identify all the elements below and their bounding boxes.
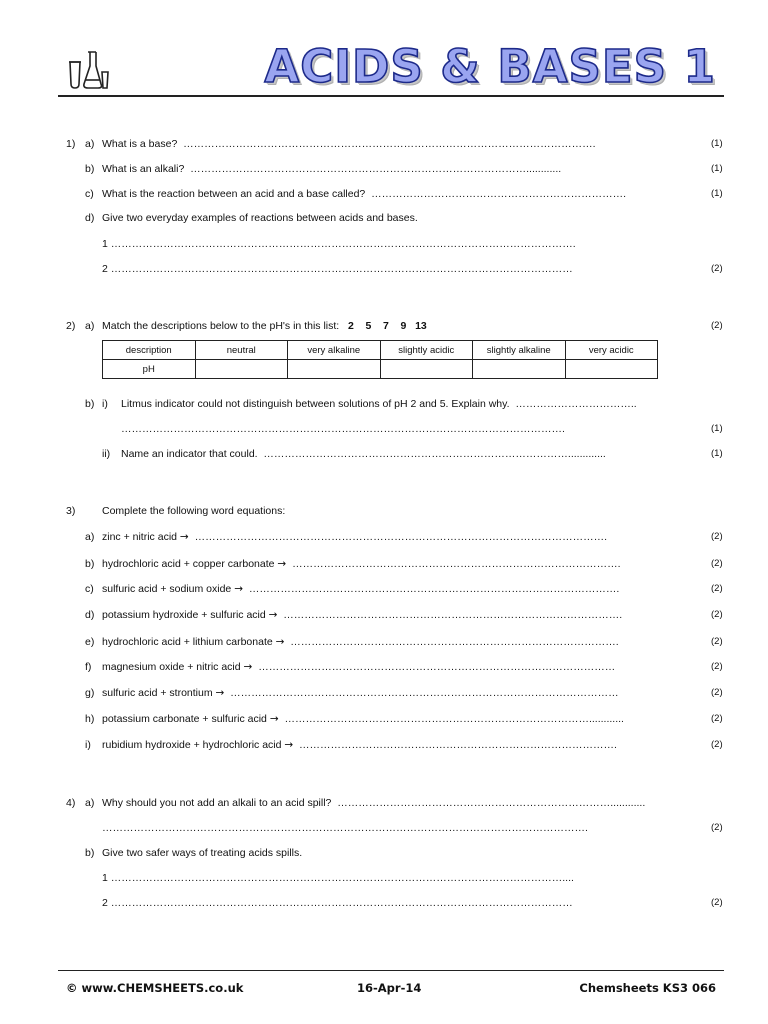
arrow-icon: → xyxy=(275,636,285,648)
marks: (1) xyxy=(711,448,723,459)
arrow-icon: → xyxy=(179,531,189,543)
equation-item xyxy=(0,739,768,753)
marks: (2) xyxy=(711,739,723,750)
table-cell: very acidic xyxy=(565,341,658,360)
question-text: Complete the following word equations: xyxy=(102,505,286,517)
answer-line[interactable]: ………………………………………………………………………………………… xyxy=(258,661,616,673)
answer-line[interactable]: …………………………………………………………………………………. xyxy=(290,636,619,648)
question-text: Give two everyday examples of reactions between acids and bases. xyxy=(102,212,418,224)
equation-item xyxy=(0,713,768,727)
arrow-icon: → xyxy=(277,558,287,570)
equation-item xyxy=(0,636,768,650)
answer-line xyxy=(0,822,768,836)
answer-line-2: 2 …………………………………………………………………………………………………………………… xyxy=(102,263,573,275)
marks: (1) xyxy=(711,138,723,149)
marks: (1) xyxy=(711,423,723,434)
marks: (1) xyxy=(711,163,723,174)
arrow-icon: → xyxy=(234,583,244,595)
equation-text: sulfuric acid + sodium oxide → ……………………………………………………………………………………………. xyxy=(102,583,620,595)
footer-divider xyxy=(58,970,724,971)
question-1c xyxy=(0,188,768,202)
equation-item xyxy=(0,583,768,597)
lab-glassware-icon xyxy=(66,46,112,92)
answer-line-1: 1 ………………………………………………………………………………………………………………….... xyxy=(102,872,574,884)
answer-line[interactable]: ……………………………………………………………………………………………. xyxy=(248,583,620,595)
part-label: d) xyxy=(85,212,95,224)
question-text: Name an indicator that could. ……………………………………………………………………………............. xyxy=(121,448,606,460)
table-cell: very alkaline xyxy=(288,341,381,360)
equation-text: rubidium hydroxide + hydrochloric acid → ………………………………………………………………………………. xyxy=(102,739,617,751)
arrow-icon: → xyxy=(243,661,253,673)
footer-reference: Chemsheets KS3 066 xyxy=(579,981,716,995)
marks: (2) xyxy=(711,713,723,724)
subpart-label: ii) xyxy=(102,448,111,460)
answer-line xyxy=(0,238,768,252)
part-label: c) xyxy=(85,583,94,595)
arrow-icon: → xyxy=(284,739,294,751)
marks: (2) xyxy=(711,320,723,331)
equation-text: potassium carbonate + sulfuric acid → ……………………………………………………………………………............ xyxy=(102,713,624,725)
equation-text: magnesium oxide + nitric acid → ………………………………………………………………………………………… xyxy=(102,661,616,673)
part-label: a) xyxy=(85,138,95,150)
footer-date: 16-Apr-14 xyxy=(357,981,422,995)
question-number: 1) xyxy=(66,138,76,150)
equation-text: zinc + nitric acid → ………………………………………………………………………………………………………. xyxy=(102,531,607,543)
footer-website: © www.CHEMSHEETS.co.uk xyxy=(66,981,244,995)
answer-line xyxy=(0,263,768,277)
question-number: 4) xyxy=(66,797,76,809)
answer-line[interactable]: ……………………………………………………………………………………. xyxy=(283,609,623,621)
marks: (2) xyxy=(711,263,723,274)
question-2a xyxy=(0,320,768,334)
equation-text: hydrochloric acid + copper carbonate → …………………………………………………………………………………. xyxy=(102,558,621,570)
question-2bi xyxy=(0,398,768,412)
part-label: a) xyxy=(85,797,95,809)
answer-line[interactable]: ……………………………………………………………………………............ xyxy=(284,713,624,725)
answer-cell[interactable] xyxy=(288,360,381,379)
table-cell: neutral xyxy=(195,341,288,360)
ph-list: 2 5 7 9 13 xyxy=(347,320,427,332)
question-1d xyxy=(0,212,768,226)
marks: (2) xyxy=(711,583,723,594)
equation-item xyxy=(0,609,768,623)
arrow-icon: → xyxy=(269,713,279,725)
part-label: e) xyxy=(85,636,95,648)
subpart-label: i) xyxy=(102,398,108,410)
question-1a xyxy=(0,138,768,152)
question-1b xyxy=(0,163,768,177)
ph-matching-table xyxy=(102,340,658,379)
table-cell: description xyxy=(103,341,196,360)
page-title: ACIDS & BASES 1 xyxy=(264,40,716,93)
part-label: c) xyxy=(85,188,94,200)
part-label: b) xyxy=(85,163,95,175)
marks: (2) xyxy=(711,558,723,569)
answer-line-2: 2 …………………………………………………………………………………………………………………… xyxy=(102,897,573,909)
question-3 xyxy=(0,505,768,519)
answer-line xyxy=(0,423,768,437)
question-4a xyxy=(0,797,768,811)
answer-line[interactable]: ………………………………………………………………………………. xyxy=(299,739,617,751)
table-cell: slightly alkaline xyxy=(473,341,566,360)
answer-cell[interactable] xyxy=(473,360,566,379)
question-text: Why should you not add an alkali to an acid spill? ……………………………………………………………………............ xyxy=(102,797,646,809)
question-text: Litmus indicator could not distinguish between solutions of pH 2 and 5. Explain why. …………………………….. xyxy=(121,398,637,410)
arrow-icon: → xyxy=(215,687,225,699)
part-label: a) xyxy=(85,531,95,543)
part-label: b) xyxy=(85,398,95,410)
part-label: b) xyxy=(85,558,95,570)
part-label: g) xyxy=(85,687,95,699)
table-cell: slightly acidic xyxy=(380,341,473,360)
marks: (2) xyxy=(711,897,723,908)
marks: (2) xyxy=(711,822,723,833)
equation-text: sulfuric acid + strontium → ………………………………………………………………………………………………… xyxy=(102,687,619,699)
equation-item xyxy=(0,558,768,572)
question-text: Match the descriptions below to the pH's in this list: 2 5 7 9 13 xyxy=(102,320,427,332)
answer-line xyxy=(0,872,768,886)
table-row xyxy=(103,360,658,379)
part-label: h) xyxy=(85,713,95,725)
question-text: What is an alkali? ……………………………………………………………………………………............ xyxy=(102,163,562,175)
table-cell: pH xyxy=(103,360,196,379)
marks: (2) xyxy=(711,609,723,620)
marks: (2) xyxy=(711,661,723,672)
answer-cell[interactable] xyxy=(565,360,658,379)
part-label: d) xyxy=(85,609,95,621)
equation-text: hydrochloric acid + lithium carbonate → …………………………………………………………………………………. xyxy=(102,636,619,648)
part-label: b) xyxy=(85,847,95,859)
question-text: What is a base? ………………………………………………………………………………………………………. xyxy=(102,138,596,150)
question-number: 2) xyxy=(66,320,76,332)
marks: (2) xyxy=(711,687,723,698)
answer-line: ………………………………………………………………………………………………………………. xyxy=(121,423,565,435)
question-2bii xyxy=(0,448,768,462)
part-label: i) xyxy=(85,739,91,751)
equation-item xyxy=(0,687,768,701)
answer-cell[interactable] xyxy=(195,360,288,379)
arrow-icon: → xyxy=(268,609,278,621)
answer-line[interactable]: ………………………………………………………………………………………………………. xyxy=(194,531,607,543)
table-row xyxy=(103,341,658,360)
answer-line-1: 1 ……………………………………………………………………………………………………………………. xyxy=(102,238,576,250)
equation-item xyxy=(0,531,768,545)
question-text: Give two safer ways of treating acids spills. xyxy=(102,847,303,859)
question-text: What is the reaction between an acid and a base called? ………………………………………………………………. xyxy=(102,188,627,200)
question-number: 3) xyxy=(66,505,76,517)
equation-text: potassium hydroxide + sulfuric acid → ……………………………………………………………………………………. xyxy=(102,609,623,621)
answer-line xyxy=(0,897,768,911)
header-divider xyxy=(58,95,724,97)
answer-cell[interactable] xyxy=(380,360,473,379)
answer-line[interactable]: ………………………………………………………………………………………………… xyxy=(230,687,619,699)
marks: (2) xyxy=(711,531,723,542)
equation-item xyxy=(0,661,768,675)
part-label: f) xyxy=(85,661,92,673)
marks: (1) xyxy=(711,188,723,199)
part-label: a) xyxy=(85,320,95,332)
answer-line[interactable]: …………………………………………………………………………………. xyxy=(292,558,621,570)
question-4b xyxy=(0,847,768,861)
marks: (2) xyxy=(711,636,723,647)
answer-line: …………………………………………………………………………………………………………………………. xyxy=(102,822,588,834)
